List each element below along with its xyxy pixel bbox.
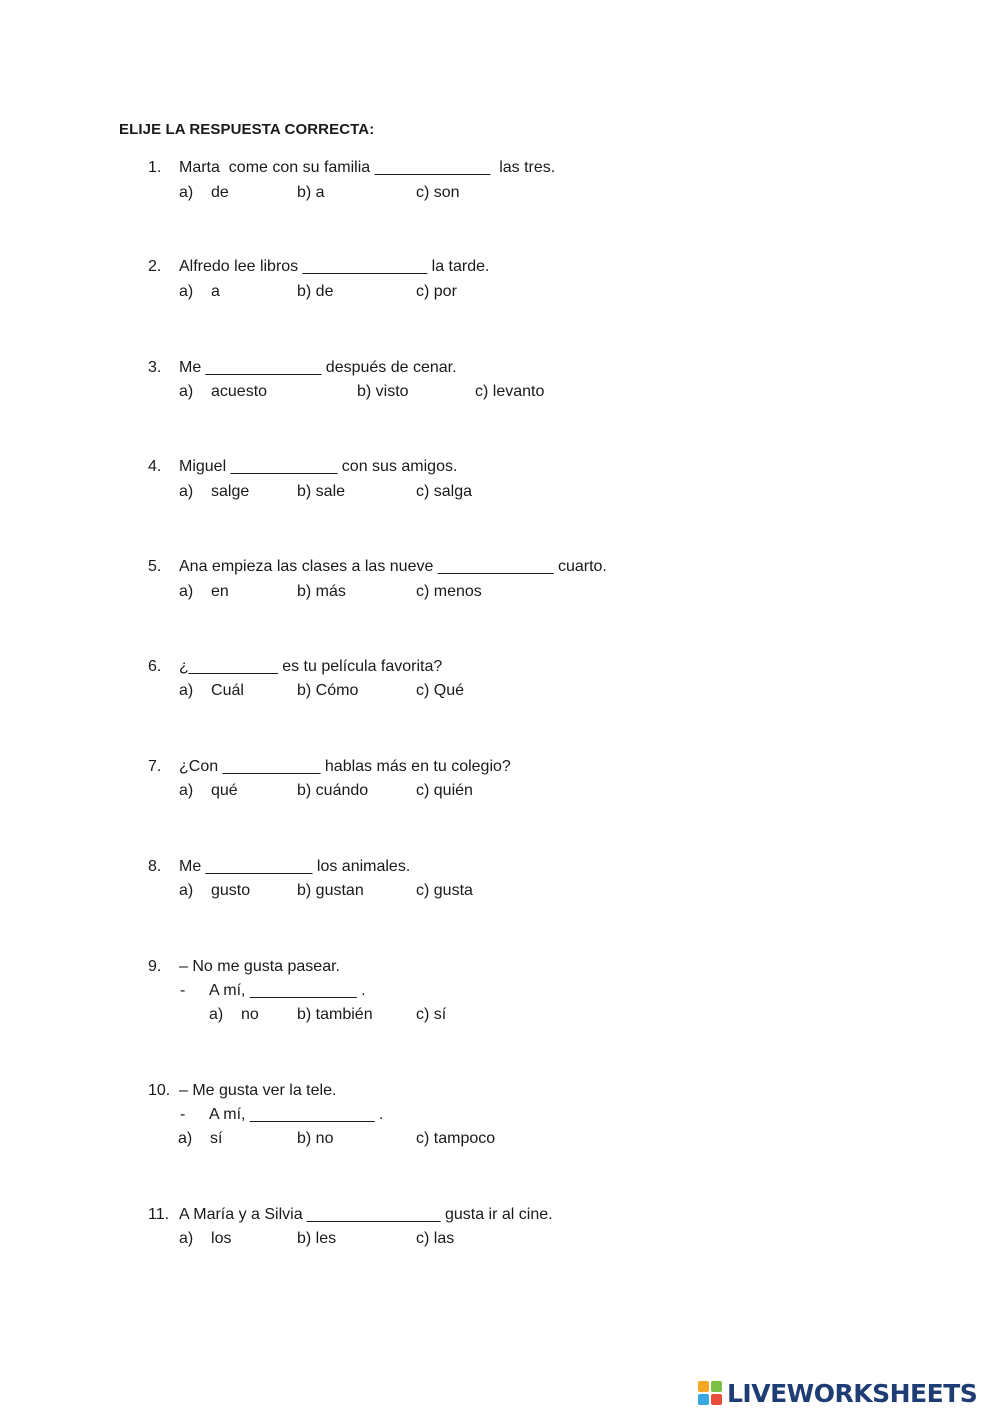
option-a[interactable]: a) acuesto: [179, 383, 268, 400]
option-b[interactable]: b) también: [297, 1006, 373, 1023]
option-a[interactable]: a) Cuál: [179, 682, 244, 699]
question-number: 5.: [148, 558, 162, 575]
option-c[interactable]: c) sí: [416, 1006, 447, 1023]
option-c[interactable]: c) son: [416, 184, 460, 201]
worksheet-heading: ELIJE LA RESPUESTA CORRECTA:: [119, 121, 375, 138]
option-c[interactable]: c) levanto: [475, 383, 545, 400]
question-stem: Marta come con su familia _____________ las tres.: [179, 159, 556, 176]
option-c[interactable]: c) las: [416, 1230, 455, 1247]
option-b[interactable]: b) gustan: [297, 882, 364, 899]
option-b[interactable]: b) cuándo: [297, 782, 369, 799]
option-c[interactable]: c) tampoco: [416, 1130, 496, 1147]
question-number: 10.: [148, 1082, 171, 1099]
option-c[interactable]: c) gusta: [416, 882, 473, 899]
option-b[interactable]: b) a: [297, 184, 325, 201]
option-b[interactable]: b) más: [297, 583, 346, 600]
question-stem: Miguel ____________ con sus amigos.: [179, 458, 458, 475]
question-stem: – No me gusta pasear.: [179, 958, 340, 975]
question-stem: Me _____________ después de cenar.: [179, 359, 457, 376]
option-c[interactable]: c) quién: [416, 782, 473, 799]
option-a[interactable]: a) qué: [179, 782, 238, 799]
question-stem: ¿__________ es tu película favorita?: [179, 658, 443, 675]
option-c[interactable]: c) salga: [416, 483, 473, 500]
option-b[interactable]: b) les: [297, 1230, 337, 1247]
question-stem: Alfredo lee libros ______________ la tarde.: [179, 258, 490, 275]
option-c[interactable]: c) Qué: [416, 682, 465, 699]
option-a[interactable]: a) los: [179, 1230, 232, 1247]
option-a[interactable]: a) a: [179, 283, 220, 300]
option-b[interactable]: b) Cómo: [297, 682, 359, 699]
question-number: 2.: [148, 258, 162, 275]
option-a[interactable]: a) en: [179, 583, 229, 600]
option-a[interactable]: a) salge: [179, 483, 250, 500]
dialogue-dash: -: [180, 1106, 186, 1123]
option-c[interactable]: c) menos: [416, 583, 482, 600]
option-b[interactable]: b) sale: [297, 483, 346, 500]
question-stem: Me ____________ los animales.: [179, 858, 411, 875]
liveworksheets-logo-icon: [698, 1381, 722, 1405]
option-a[interactable]: a) sí: [178, 1130, 223, 1147]
question-stem: A María y a Silvia _______________ gusta ir al cine.: [179, 1206, 553, 1223]
option-b[interactable]: b) no: [297, 1130, 334, 1147]
option-a[interactable]: a) no: [209, 1006, 259, 1023]
option-c[interactable]: c) por: [416, 283, 457, 300]
option-a[interactable]: a) de: [179, 184, 229, 201]
dialogue-reply: A mí, ______________ .: [209, 1106, 384, 1123]
question-number: 9.: [148, 958, 162, 975]
question-number: 1.: [148, 159, 162, 176]
dialogue-reply: A mí, ____________ .: [209, 982, 366, 999]
liveworksheets-logo: [698, 1378, 977, 1408]
logo-square: [711, 1394, 722, 1405]
question-number: 4.: [148, 458, 162, 475]
option-b[interactable]: b) de: [297, 283, 334, 300]
question-number: 3.: [148, 359, 162, 376]
logo-square: [698, 1394, 709, 1405]
dialogue-dash: -: [180, 982, 186, 999]
option-a[interactable]: a) gusto: [179, 882, 251, 899]
question-stem: Ana empieza las clases a las nueve _____________ cuarto.: [179, 558, 607, 575]
question-stem: ¿Con ___________ hablas más en tu colegio?: [179, 758, 511, 775]
logo-wordmark: LIVEWORKSHEETS: [727, 1378, 978, 1408]
option-b[interactable]: b) visto: [357, 383, 409, 400]
logo-square: [698, 1381, 709, 1392]
question-number: 7.: [148, 758, 162, 775]
question-number: 6.: [148, 658, 162, 675]
question-stem: – Me gusta ver la tele.: [179, 1082, 337, 1099]
question-number: 11.: [148, 1206, 170, 1223]
question-number: 8.: [148, 858, 162, 875]
logo-square: [711, 1381, 722, 1392]
